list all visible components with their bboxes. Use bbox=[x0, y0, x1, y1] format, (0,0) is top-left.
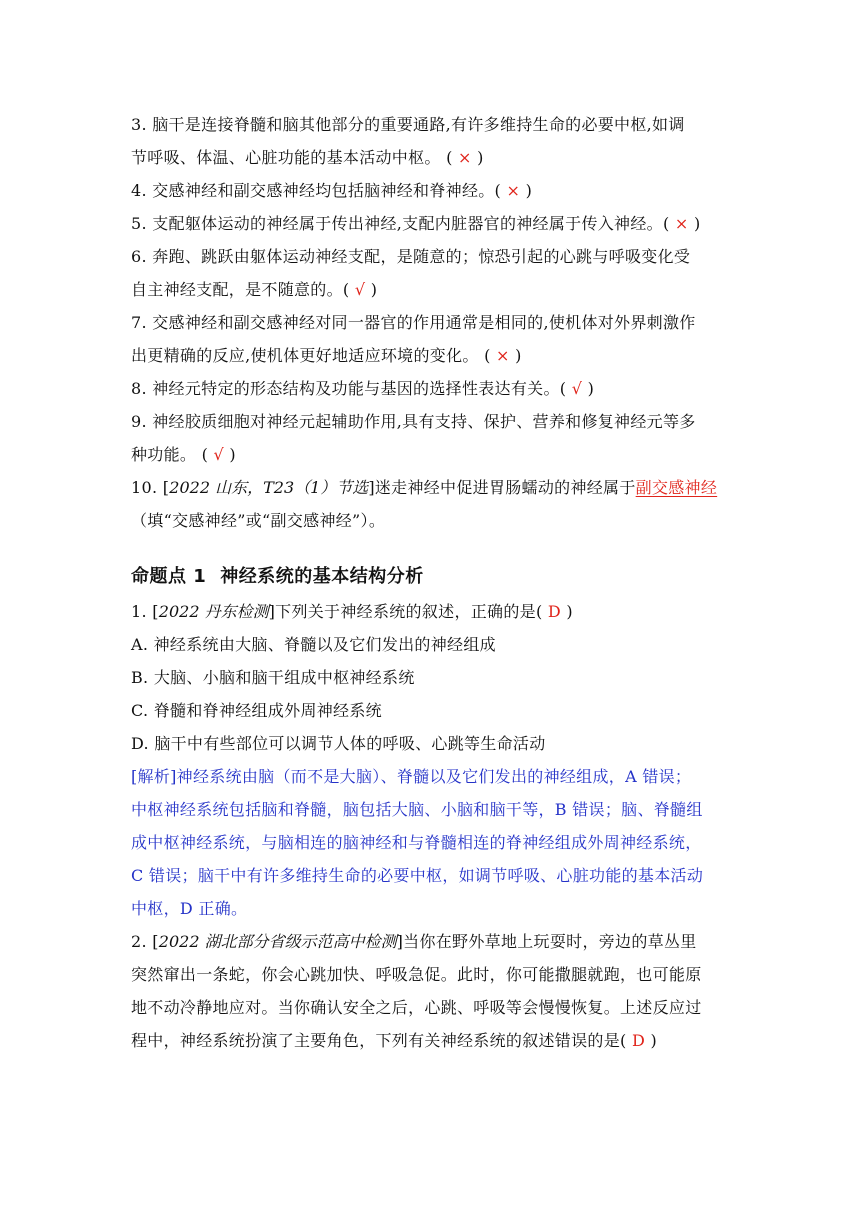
question-source: 2022 山东，T23（1）节选 bbox=[169, 478, 369, 497]
item-5-line-1: 5. 支配躯体运动的神经属于传出神经,支配内脏器官的神经属于传入神经。( × ) bbox=[131, 214, 701, 233]
analysis-line-4: C 错误；脑干中有许多维持生命的必要中枢，如调节呼吸、心脏功能的基本活动 bbox=[131, 866, 704, 885]
item-9-line-2: 种功能。 ( √ ) bbox=[131, 445, 236, 464]
item-8-line-1: 8. 神经元特定的形态结构及功能与基因的选择性表达有关。( √ ) bbox=[131, 379, 595, 398]
answer-mark: × bbox=[674, 214, 689, 233]
analysis-line-2: 中枢神经系统包括脑和脊髓，脑包括大脑、小脑和脑干等，B 错误；脑、脊髓组 bbox=[131, 800, 703, 819]
option-c: C. 脊髓和脊神经组成外周神经系统 bbox=[131, 701, 382, 720]
question-2-line-1: 2. [2022 湖北部分省级示范高中检测]当你在野外草地上玩耍时，旁边的草丛里 bbox=[131, 932, 697, 951]
answer-mark: × bbox=[458, 148, 472, 167]
item-3-line-2: 节呼吸、体温、心脏功能的基本活动中枢。 ( × ) bbox=[131, 148, 484, 167]
answer-letter: D bbox=[547, 602, 562, 621]
question-2-line-3: 地不动冷静地应对。当你确认安全之后，心跳、呼吸等会慢慢恢复。上述反应过 bbox=[131, 998, 702, 1017]
item-3-line-1: 3. 脑干是连接脊髓和脑其他部分的重要通路,有许多维持生命的必要中枢,如调 bbox=[131, 115, 685, 134]
item-10-line-2: （填“交感神经”或“副交感神经”）。 bbox=[131, 511, 386, 530]
item-4-line-1: 4. 交感神经和副交感神经均包括脑神经和脊神经。( × ) bbox=[131, 181, 533, 200]
option-b: B. 大脑、小脑和脑干组成中枢神经系统 bbox=[131, 668, 415, 687]
answer-mark: × bbox=[496, 346, 510, 365]
answer-mark: √ bbox=[571, 379, 583, 398]
item-7-line-2: 出更精确的反应,使机体更好地适应环境的变化。 ( × ) bbox=[131, 346, 522, 365]
analysis-line-3: 成中枢神经系统，与脑相连的脑神经和与脊髓相连的脊神经组成外周神经系统， bbox=[131, 833, 702, 852]
question-source: 2022 丹东检测 bbox=[158, 602, 269, 621]
answer-mark: √ bbox=[354, 280, 366, 299]
answer-mark: × bbox=[506, 181, 521, 200]
item-9-line-1: 9. 神经胶质细胞对神经元起辅助作用,具有支持、保护、营养和修复神经元等多 bbox=[131, 412, 696, 431]
fill-answer: 副交感神经 bbox=[635, 478, 718, 497]
question-source: 2022 湖北部分省级示范高中检测 bbox=[158, 932, 397, 951]
option-a: A. 神经系统由大脑、脊髓以及它们发出的神经组成 bbox=[131, 635, 496, 654]
option-d: D. 脑干中有些部位可以调节人体的呼吸、心跳等生命活动 bbox=[131, 734, 546, 753]
analysis-line-1: [解析]神经系统由脑（而不是大脑）、脊髓以及它们发出的神经组成，A 错误； bbox=[131, 767, 692, 786]
question-2-line-2: 突然窜出一条蛇，你会心跳加快、呼吸急促。此时，你可能撒腿就跑，也可能原 bbox=[131, 965, 702, 984]
question-1-stem: 1. [2022 丹东检测]下列关于神经系统的叙述，正确的是( D ) bbox=[131, 602, 573, 621]
section-heading: 命题点 1 神经系统的基本结构分析 bbox=[131, 566, 424, 587]
item-6-line-2: 自主神经支配，是不随意的。( √ ) bbox=[131, 280, 378, 299]
answer-letter: D bbox=[631, 1031, 646, 1050]
analysis-line-5: 中枢，D 正确。 bbox=[131, 899, 248, 918]
item-10-line-1: 10. [2022 山东，T23（1）节选]迷走神经中促进胃肠蠕动的神经属于副交感神经 bbox=[131, 478, 718, 497]
answer-mark: √ bbox=[213, 445, 225, 464]
item-6-line-1: 6. 奔跑、跳跃由躯体运动神经支配，是随意的；惊恐引起的心跳与呼吸变化受 bbox=[131, 247, 691, 266]
question-2-line-4: 程中，神经系统扮演了主要角色，下列有关神经系统的叙述错误的是( D ) bbox=[131, 1031, 658, 1050]
item-7-line-1: 7. 交感神经和副交感神经对同一器官的作用通常是相同的,使机体对外界刺激作 bbox=[131, 313, 696, 332]
